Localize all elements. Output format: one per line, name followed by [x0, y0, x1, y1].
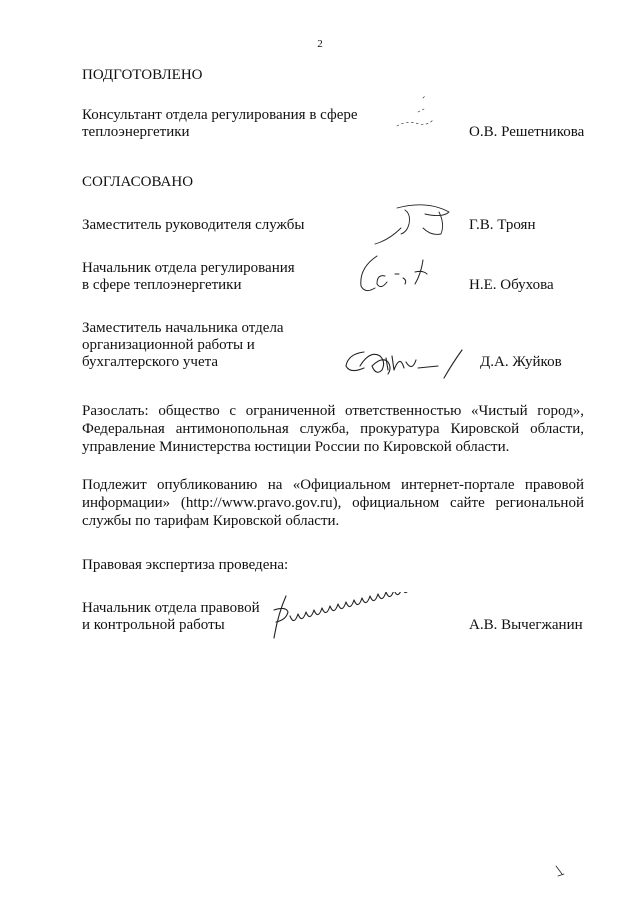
signatory-2-signature [345, 250, 445, 302]
signatory-1-signature [365, 196, 465, 256]
publication-text: Подлежит опубликованию на «Официальном интернет-портале правовой информации» (http://www.pravo.gov.ru), официальном сайте региональной службы по тарифам Кировской области. [82, 477, 584, 529]
legal-review-name: А.В. Вычегжанин [469, 617, 583, 633]
signatory-2-position-line1: Начальник отдела регулирования [82, 260, 295, 276]
agreed-heading: СОГЛАСОВАНО [82, 174, 194, 190]
legal-review-signature [262, 592, 442, 642]
signatory-3-position-line2: организационной работы и [82, 337, 255, 353]
distribution-text: Разослать: общество с ограниченной ответственностью «Чистый город», Федеральная антимонопольная служба, прокуратура Кировской области, управление Министерства юстиции России по Кировской области. [82, 403, 584, 455]
stray-mark [552, 862, 572, 882]
legal-review-position-line1: Начальник отдела правовой [82, 600, 260, 616]
prepared-name: О.В. Решетникова [469, 124, 585, 140]
signatory-2-name: Н.Е. Обухова [469, 277, 554, 293]
legal-review-position-line2: и контрольной работы [82, 617, 225, 633]
signatory-1-name: Г.В. Троян [469, 217, 536, 233]
signatory-3-position-line1: Заместитель начальника отдела [82, 320, 284, 336]
signatory-3-signature [340, 338, 475, 383]
prepared-position-line2: теплоэнергетики [82, 124, 190, 140]
prepared-heading: ПОДГОТОВЛЕНО [82, 67, 203, 83]
signatory-3-name: Д.А. Жуйков [480, 354, 562, 370]
prepared-position-line1: Консультант отдела регулирования в сфере [82, 107, 358, 123]
signatory-1-position: Заместитель руководителя службы [82, 217, 305, 233]
legal-review-text: Правовая экспертиза проведена: [82, 557, 289, 573]
page-number: 2 [317, 38, 323, 50]
prepared-signature [385, 92, 445, 142]
signatory-2-position-line2: в сфере теплоэнергетики [82, 277, 242, 293]
signatory-3-position-line3: бухгалтерского учета [82, 354, 219, 370]
